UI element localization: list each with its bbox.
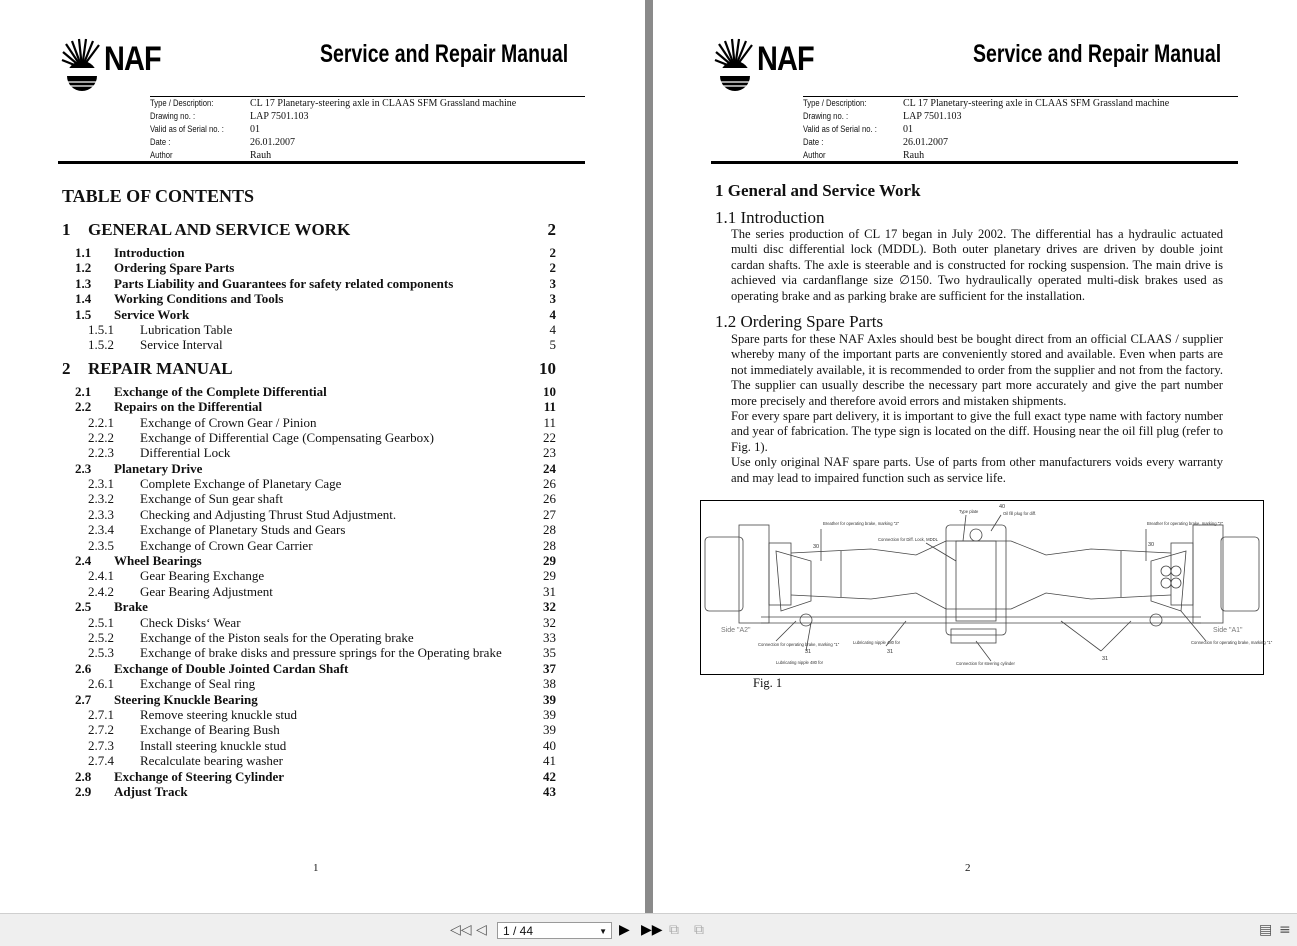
toc-entry-page: 42 [543,768,556,784]
meta-label: Date : [803,137,824,147]
toc-entry-page: 37 [543,660,556,676]
oil-fill-label: Oil fill plug for diff. [1003,511,1037,516]
type-plate-label: Type plate [959,509,979,514]
toc-entry-page: 23 [543,445,556,461]
toc-entry-title: Introduction [114,245,185,260]
toc-entry[interactable] [62,538,556,553]
toc-entry-page: 3 [549,275,556,291]
logo-wordmark: NAF [757,40,814,78]
header-rule [58,161,585,164]
toc-entry-number: 2.5.1 [88,614,114,630]
meta-value: Rauh [903,150,925,161]
toc-entry-title: Exchange of Planetary Studs and Gears [140,522,346,538]
toc-entry[interactable] [62,738,556,753]
toc-entry-number: 1.3 [75,275,92,291]
toc-entry[interactable] [62,568,556,583]
toc-entry-page: 31 [543,583,556,599]
toc-entry[interactable] [62,599,556,614]
callout-31-right: 31 [1102,656,1109,662]
toc-entry-page: 40 [543,737,556,753]
toc-entry[interactable] [62,784,556,799]
meta-label: Author [803,150,826,160]
toc-entry[interactable] [62,661,556,676]
diff-lock-connection-label: Connection for Diff. Lock, MDDL [878,537,938,542]
toc-entry-title: Exchange of the Piston seals for the Operating brake [140,629,414,645]
toc-entry-title: Install steering knuckle stud [140,737,287,753]
naf-logo [62,38,174,96]
manual-title: Service and Repair Manual [972,40,1221,68]
lubricating-nipple-label-middle: Lubricating nipple 480 for [853,640,901,645]
toc-entry-number: 2.5.2 [88,629,114,645]
chevron-down-icon: ▼ [599,927,607,936]
toc-entry[interactable] [62,476,556,491]
toc-entry[interactable] [62,491,556,506]
meta-value: 01 [903,124,913,135]
toc-entry-title: Remove steering knuckle stud [140,706,298,722]
toc-entry-title: Exchange of Seal ring [140,676,256,692]
introduction-text [731,227,1223,304]
chapter-heading: 1 General and Service Work [715,181,921,200]
toc-entry-number: 2.3.4 [88,522,114,538]
document-page-2 [653,0,1297,913]
toc-entry-title: Adjust Track [114,783,188,799]
figure-caption: Fig. 1 [753,676,783,690]
document-meta [150,96,585,162]
lubricating-nipple-label-left: Lubricating nipple 480 for [776,660,824,665]
toc-entry-page: 11 [543,399,556,415]
toc-entry-page: 27 [543,506,556,522]
toc-entry-title: Service Work [114,306,190,322]
toc-entry[interactable] [62,522,556,537]
steering-connection-label: Connection for steering cylinder [956,661,1015,666]
toc-entry-title: Ordering Spare Parts [114,260,235,276]
paragraph: The series production of CL 17 began in July 2002. The differential has a hydraulic actuated multi disc differential lock (MDDL). Both outer planetary drives are driven by double joint cardan shafts. The axle is steerable and is constructed for rocking suspension. The main drive is achieved via cardanflange size ∅150. Two hydraulically operated multi-disk brakes used as operating brake and as parking brake are sufficient for the installation. [731,227,1223,303]
meta-value: 26.01.2007 [903,137,948,148]
toc-entry-number: 1.5 [75,306,92,322]
toc-entry[interactable] [62,322,556,337]
two-page-view-icon[interactable]: ⧉ [694,922,704,938]
toc-entry[interactable] [62,461,556,476]
toc-entry-number: 1.5.1 [88,321,114,337]
toc-entry-number: 2.7 [75,691,92,707]
toc-entry-title: Gear Bearing Exchange [140,568,265,584]
toc-entry[interactable] [62,291,556,306]
toc-entry-number: 2.6 [75,660,92,676]
toc-entry-title: Parts Liability and Guarantees for safety related components [114,275,454,291]
toc-entry[interactable] [62,707,556,722]
meta-label: Valid as of Serial no. : [150,124,224,134]
toc-entry-page: 10 [539,358,556,378]
toc-entry[interactable] [62,245,556,260]
header-rule [711,161,1238,164]
toc-entry-page: 11 [543,414,556,430]
toc-entry-page: 35 [543,645,556,661]
toc-entry-number: 1.4 [75,291,92,307]
toc-entry-number: 2.1 [75,383,92,399]
toc-entry-page: 39 [543,706,556,722]
toc-entry-title: Lubrication Table [140,321,233,337]
meta-value: 01 [250,124,260,135]
toc-entry-number: 2.5.3 [88,645,114,661]
toc-entry[interactable] [62,645,556,660]
meta-label: Type / Description: [803,98,867,108]
toc-entry[interactable] [62,615,556,630]
toc-entry-title: Exchange of brake disks and pressure springs for the Operating brake [140,645,502,661]
last-page-icon[interactable]: ▶▶ [641,922,663,938]
manual-title: Service and Repair Manual [319,40,568,68]
meta-label: Drawing no. : [803,111,849,121]
toc-entry-number: 2 [62,358,71,378]
toc-entry-number: 2.4.2 [88,583,114,599]
toc-entry[interactable] [62,337,556,352]
meta-label: Valid as of Serial no. : [803,124,877,134]
toc-entry-number: 2.7.1 [88,706,114,722]
paragraph: Spare parts for these NAF Axles should best be bought direct from an official CLAAS / supplier whereby many of the important parts are conveniently stored and available. Even when parts are not immediately available, it is recommended to order from the supplier and not from the factory. The supplier can usually describe the necessary part more accurately and give the part number more precisely and therefore avoid errors and mistaken shipments. [731,332,1223,408]
toc-entry-number: 1 [62,220,71,239]
brake-connection-label-left: Connection for operating brake, marking "1" [758,642,840,647]
toc-entry-title: Wheel Bearings [114,553,202,569]
toc-entry-page: 22 [543,429,556,445]
toc-entry-page: 2 [547,220,556,239]
toc-entry-number: 2.9 [75,783,92,799]
toc-entry-title: Working Conditions and Tools [114,291,284,307]
brake-connection-label-right: Connection for operating brake, marking "1" [1191,640,1273,645]
toc-entry-page: 29 [543,568,556,584]
toc-entry-title: Steering Knuckle Bearing [114,691,258,707]
toc-entry-title: Differential Lock [140,445,231,461]
toc-entry-number: 2.7.4 [88,753,114,769]
table-of-contents [62,220,556,799]
toc-entry-title: Exchange of Bearing Bush [140,722,280,738]
toc-entry[interactable] [62,507,556,522]
naf-logo-icon [62,38,106,96]
toc-entry-page: 5 [549,337,556,353]
axle-drawing-svg [701,501,1273,674]
first-page-icon[interactable]: ◁◁ [450,922,472,938]
meta-label: Type / Description: [150,98,214,108]
toc-entry[interactable] [62,276,556,291]
toc-entry-number: 1.1 [75,245,92,260]
toc-entry-title: Check Disks‘ Wear [140,614,241,630]
toc-entry-title: GENERAL AND SERVICE WORK [88,220,351,239]
document-icon[interactable]: ▤ [1259,922,1273,938]
toc-entry[interactable] [62,692,556,707]
toc-entry-page: 2 [549,245,556,260]
toc-entry-page: 39 [543,722,556,738]
toc-entry-number: 2.2.2 [88,429,114,445]
toc-entry[interactable] [62,630,556,645]
toc-entry[interactable] [62,430,556,445]
paragraph: Use only original NAF spare parts. Use of parts from other manufacturers voids every warranty and may lead to impaired function such as service life. [731,455,1223,485]
toc-entry[interactable] [62,769,556,784]
meta-value: LAP 7501.103 [903,111,962,122]
paragraph: For every spare part delivery, it is important to give the full exact type name with factory number and year of fabrication. The type sign is located on the diff. Housing near the oil fill plug (refer to Fig. 1). [731,409,1223,454]
toc-entry[interactable] [62,722,556,737]
toc-entry-page: 43 [543,783,556,799]
toc-entry-number: 2.5 [75,599,92,615]
callout-30-left: 30 [813,544,820,550]
toc-entry-number: 2.2 [75,399,92,415]
toc-entry[interactable] [62,220,556,242]
toc-entry-page: 38 [543,676,556,692]
toc-entry-number: 1.2 [75,260,92,276]
toc-entry-page: 4 [549,306,556,322]
toc-entry-title: Exchange of Crown Gear / Pinion [140,414,317,430]
toc-entry-title: Brake [114,599,148,615]
toc-entry-page: 41 [543,753,556,769]
callout-30-right: 30 [1148,542,1155,548]
toc-entry-number: 2.3 [75,460,92,476]
meta-value: CL 17 Planetary-steering axle in CLAAS SFM Grassland machine [250,98,517,109]
toc-entry-number: 2.8 [75,768,92,784]
breather-label-left: Breather for operating brake, marking "2" [823,521,900,526]
previous-page-icon[interactable]: ◁ [476,922,487,938]
toc-entry-page: 29 [543,553,556,569]
toc-entry-title: Exchange of the Complete Differential [114,383,327,399]
toc-entry-page: 28 [543,537,556,553]
page-number: 2 [965,862,971,874]
page-selector[interactable] [497,922,612,939]
toc-entry-number: 2.4.1 [88,568,114,584]
spare-parts-text [731,332,1223,486]
menu-icon[interactable]: ≡ [1279,922,1291,938]
callout-31-left: 31 [805,649,812,655]
toc-entry[interactable] [62,384,556,399]
toc-entry-number: 2.3.3 [88,506,114,522]
toc-entry-page: 26 [543,476,556,492]
toc-entry-page: 4 [549,321,556,337]
toc-entry-number: 2.7.3 [88,737,114,753]
toc-entry-title: Gear Bearing Adjustment [140,583,273,599]
toc-entry[interactable] [62,445,556,460]
toc-entry-page: 26 [543,491,556,507]
toc-entry-page: 3 [549,291,556,307]
toc-entry-page: 2 [549,260,556,276]
toc-entry-title: Complete Exchange of Planetary Cage [140,476,342,492]
meta-label: Date : [150,137,171,147]
toc-entry[interactable] [62,260,556,275]
toc-entry-title: Planetary Drive [114,460,203,476]
naf-logo [715,38,827,96]
callout-40: 40 [999,504,1006,510]
toc-entry[interactable] [62,359,556,381]
toc-entry-title: Repairs on the Differential [114,399,263,415]
toc-entry-page: 32 [543,599,556,615]
toc-entry-title: Exchange of Crown Gear Carrier [140,537,313,553]
toc-entry-title: Exchange of Differential Cage (Compensating Gearbox) [140,429,434,445]
toc-entry-number: 2.3.2 [88,491,114,507]
document-page-1 [0,0,645,913]
toc-entry-number: 1.5.2 [88,337,114,353]
toc-entry[interactable] [62,399,556,414]
side-a2-label: Side "A2" [721,627,751,634]
toc-entry-title: Recalculate bearing washer [140,753,283,769]
toc-entry-number: 2.4 [75,553,92,569]
toc-entry[interactable] [62,584,556,599]
toc-title: TABLE OF CONTENTS [62,186,255,206]
meta-value: LAP 7501.103 [250,111,309,122]
toc-entry[interactable] [62,553,556,568]
toc-entry-title: Exchange of Double Jointed Cardan Shaft [114,660,349,676]
toc-entry-page: 39 [543,691,556,707]
meta-label: Drawing no. : [150,111,196,121]
page-selector-value: 1 / 44 [503,924,534,938]
toc-entry-page: 10 [543,383,556,399]
toc-entry-page: 32 [543,614,556,630]
section-heading-spare-parts: 1.2 Ordering Spare Parts [715,312,884,331]
toc-entry[interactable] [62,307,556,322]
axle-drawing [700,500,1273,675]
breather-label-right: Breather for operating brake, marking "2" [1147,521,1224,526]
next-page-icon[interactable]: ▶ [619,922,630,938]
toc-entry-number: 2.3.1 [88,476,114,492]
toc-entry-title: Checking and Adjusting Thrust Stud Adjustment. [140,506,397,522]
toc-entry-page: 33 [543,629,556,645]
toc-entry[interactable] [62,415,556,430]
viewer-toolbar [0,913,1297,946]
meta-label: Author [150,150,173,160]
toc-entry-title: REPAIR MANUAL [88,358,233,378]
toc-entry[interactable] [62,753,556,768]
toc-entry-page: 24 [543,460,556,476]
meta-value: CL 17 Planetary-steering axle in CLAAS SFM Grassland machine [903,98,1170,109]
logo-wordmark: NAF [104,40,161,78]
document-meta [803,96,1238,162]
toc-entry-title: Service Interval [140,337,223,353]
toc-entry-number: 2.2.1 [88,414,114,430]
naf-logo-icon [715,38,759,96]
single-page-view-icon[interactable]: ⧉ [669,922,679,938]
toc-entry-number: 2.7.2 [88,722,114,738]
toc-entry-number: 2.3.5 [88,537,114,553]
toc-entry-page: 28 [543,522,556,538]
toc-entry-number: 2.6.1 [88,676,114,692]
toc-entry-title: Exchange of Steering Cylinder [114,768,285,784]
callout-31-middle: 31 [887,649,894,655]
toc-entry[interactable] [62,676,556,691]
page-number: 1 [313,862,319,874]
toc-entry-title: Exchange of Sun gear shaft [140,491,283,507]
side-a1-label: Side "A1" [1213,627,1243,634]
meta-value: Rauh [250,150,272,161]
toc-entry-number: 2.2.3 [88,445,114,461]
meta-value: 26.01.2007 [250,137,295,148]
section-heading-introduction: 1.1 Introduction [715,208,825,227]
